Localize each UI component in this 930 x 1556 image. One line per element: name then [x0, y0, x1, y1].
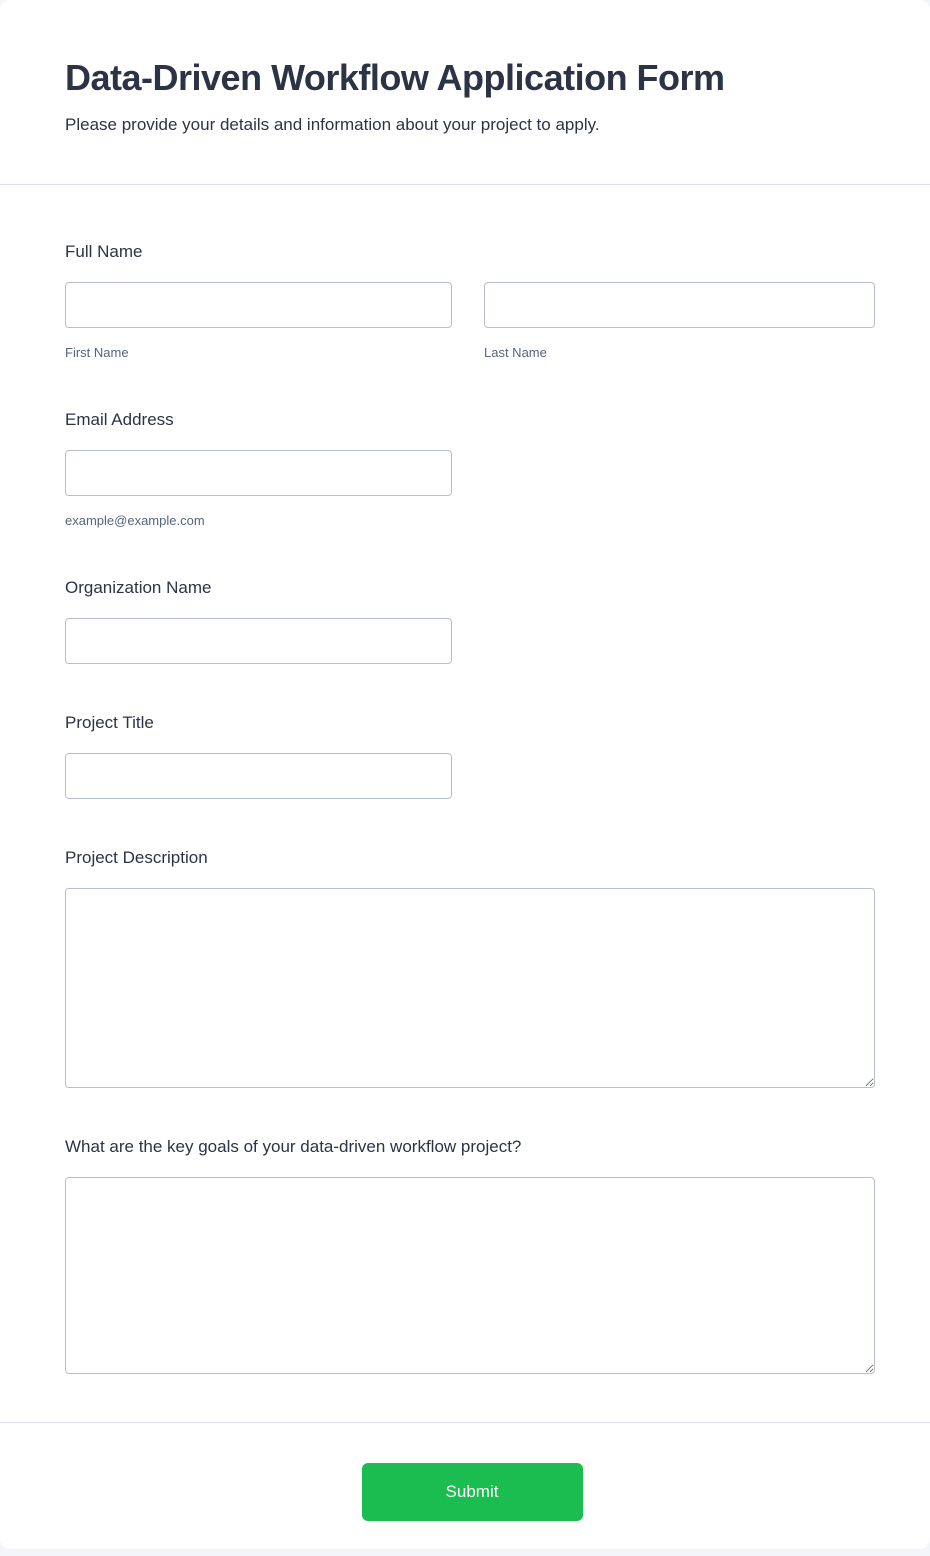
email-sublabel: example@example.com [65, 513, 205, 528]
full-name-label: Full Name [65, 242, 143, 261]
organization-input[interactable] [65, 618, 452, 664]
submit-button[interactable]: Submit [362, 1463, 583, 1521]
form-footer [0, 1422, 930, 1549]
project-description-textarea[interactable] [65, 888, 875, 1088]
project-title-label: Project Title [65, 713, 154, 732]
field-project-description [65, 847, 875, 1088]
email-input[interactable] [65, 450, 452, 496]
organization-label: Organization Name [65, 578, 212, 597]
key-goals-label: What are the key goals of your data-driven workflow project? [65, 1137, 522, 1156]
form-body [0, 185, 930, 1374]
key-goals-textarea[interactable] [65, 1177, 875, 1374]
field-organization [65, 577, 875, 664]
form-subtitle: Please provide your details and information about your project to apply. [65, 115, 600, 134]
form-title: Data-Driven Workflow Application Form [65, 57, 725, 98]
last-name-column [484, 282, 875, 361]
project-description-label: Project Description [65, 848, 208, 867]
field-project-title [65, 712, 875, 799]
first-name-column [65, 282, 452, 361]
full-name-row [65, 282, 875, 361]
last-name-input[interactable] [484, 282, 875, 328]
field-key-goals [65, 1136, 875, 1374]
last-name-sublabel: Last Name [484, 345, 547, 360]
first-name-input[interactable] [65, 282, 452, 328]
project-title-input[interactable] [65, 753, 452, 799]
email-label: Email Address [65, 410, 174, 429]
page-background-strip [0, 1549, 930, 1556]
field-full-name [65, 241, 875, 361]
first-name-sublabel: First Name [65, 345, 129, 360]
field-email [65, 409, 875, 529]
form-header [0, 0, 930, 185]
